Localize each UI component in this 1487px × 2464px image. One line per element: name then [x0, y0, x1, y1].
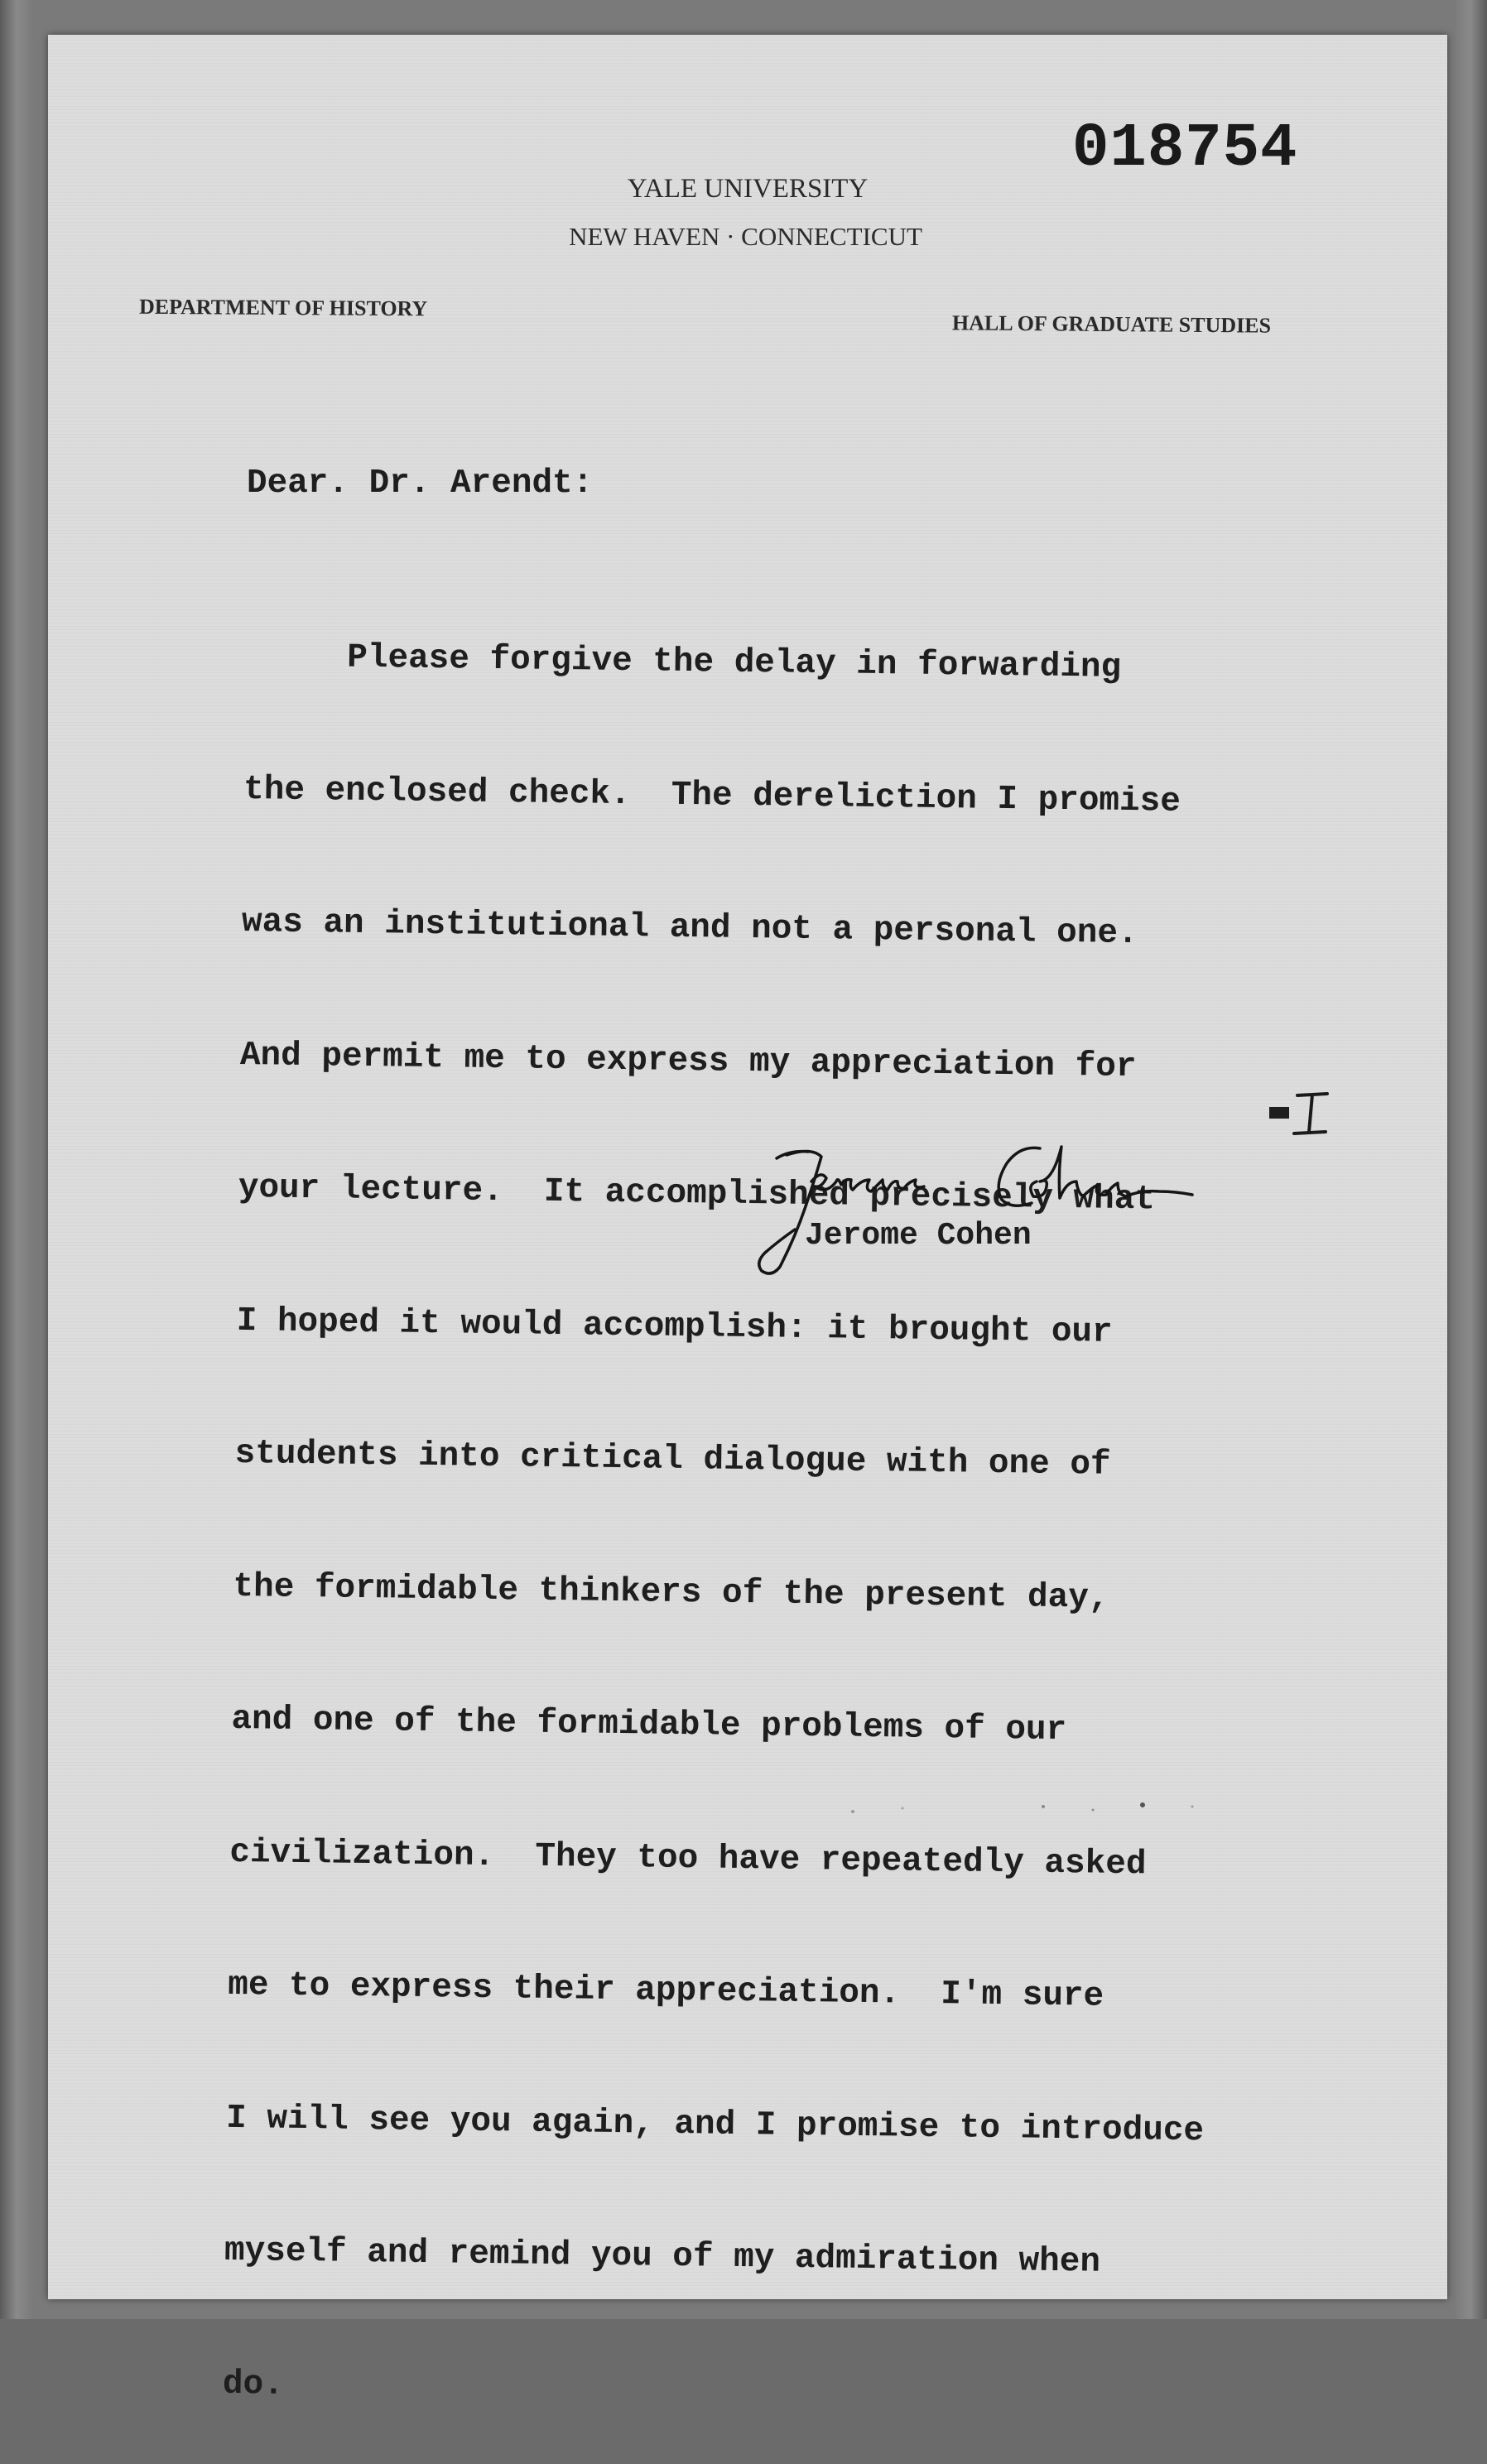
- typed-signature-name: Jerome Cohen: [805, 1218, 1032, 1254]
- strikeout-mark: [1269, 1107, 1289, 1119]
- salutation: Dear. Dr. Arendt:: [247, 464, 594, 503]
- body-line: I will see you again, and I promise to introduce: [225, 2099, 1205, 2150]
- letterhead-city: NEW HAVEN · CONNECTICUT: [569, 222, 922, 251]
- body-line: And permit me to express my appreciation for: [239, 1036, 1137, 1086]
- handwritten-i-glyph: [1294, 1094, 1327, 1133]
- body-line: do.: [222, 2365, 285, 2404]
- archive-number-stamp: 018754: [1072, 114, 1298, 184]
- body-line: and one of the formidable problems of our: [231, 1700, 1067, 1750]
- body-line: the enclosed check. The dereliction I promise: [243, 770, 1181, 821]
- letterhead-hall: HALL OF GRADUATE STUDIES: [951, 310, 1272, 338]
- handwritten-correction-i: [1279, 1089, 1337, 1140]
- body-line: was an institutional and not a personal one.: [241, 902, 1138, 954]
- body-line: civilization. They too have repeatedly asked: [229, 1833, 1147, 1884]
- body-line: Please forgive the delay in forwarding: [244, 637, 1122, 687]
- letterhead-university: YALE UNIVERSITY: [627, 174, 869, 204]
- body-line: students into critical dialogue with one of: [234, 1434, 1111, 1485]
- body-line: myself and remind you of my admiration when: [224, 2231, 1101, 2282]
- body-line: your lecture. It accomplished precisely what: [238, 1168, 1156, 1220]
- letter-body: [222, 546, 1225, 2464]
- letterhead-department: DEPARTMENT OF HISTORY: [138, 294, 428, 321]
- body-line: the formidable thinkers of the present day,: [233, 1567, 1109, 1618]
- paper-specks: [845, 1797, 1225, 1822]
- body-line: I hoped it would accomplish: it brought our: [236, 1302, 1113, 1352]
- body-line: me to express their appreciation. I'm sure: [227, 1966, 1104, 2016]
